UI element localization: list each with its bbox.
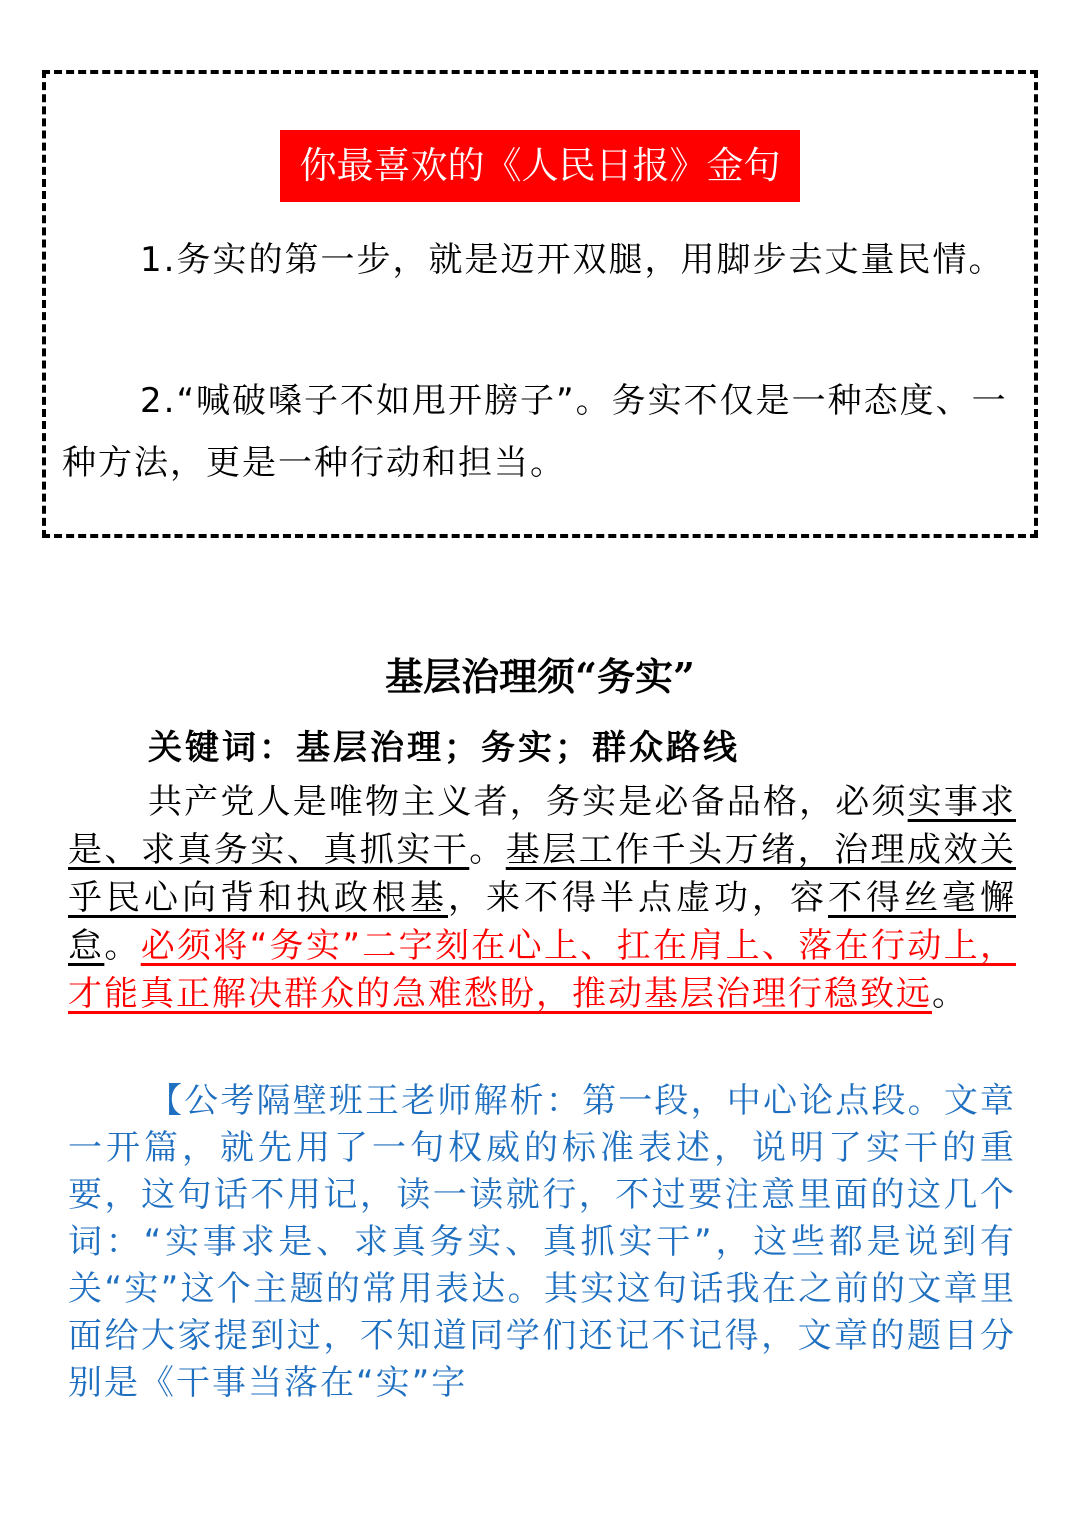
quote-2: 2.“喊破嗓子不如甩开膀子”。务实不仅是一种态度、一种方法，更是一种行动和担当。 xyxy=(62,381,1008,483)
p1-text-e: ，来不得半点虚功，容 xyxy=(448,878,828,918)
p1-text-i: 。 xyxy=(932,974,968,1014)
p1-underlined-phrase-1: 实事求是、求真务实、真抓实干 xyxy=(68,782,1017,870)
article-keywords: 关键词：基层治理；务实；群众路线 xyxy=(148,728,740,768)
p1-text-g: 。 xyxy=(104,926,141,966)
p1-red-emphasis: 必须将“务实”二字刻在心上、扛在肩上、落在行动上，才能真正解决群众的急难愁盼，推动基层治理行稳致远 xyxy=(68,926,1017,1014)
teacher-analysis: 【公考隔壁班王老师解析：第一段，中心论点段。文章一开篇，就先用了一句权威的标准表述，说明了实干的重要，这句话不用记，读一读就行，不过要注意里面的这几个词：“实事求是、求真务实、真抓实干”，这些都是说到有关“实”这个主题的常用表达。其实这句话我在之前的文章里面给大家提到过，不知道同学们还记不记得，文章的题目分别是《干事当落在“实”字 xyxy=(68,1081,1016,1403)
p1-text-c: 。 xyxy=(469,830,506,870)
p1-underlined-phrase-2: 基层工作千头万绪，治理成效关乎民心向背和执政根基 xyxy=(68,830,1017,918)
article-title: 基层治理须“务实” xyxy=(385,654,695,699)
quote-card-banner: 你最喜欢的《人民日报》金句 xyxy=(280,130,800,202)
quote-1: 1.务实的第一步，就是迈开双腿，用脚步去丈量民情。 xyxy=(140,240,1005,280)
p1-text-a: 共产党人是唯物主义者，务实是必备品格，必须 xyxy=(148,782,908,822)
p1-underlined-phrase-3: 不得丝毫懈怠 xyxy=(68,878,1016,966)
article-paragraph-1 xyxy=(68,778,1016,1018)
